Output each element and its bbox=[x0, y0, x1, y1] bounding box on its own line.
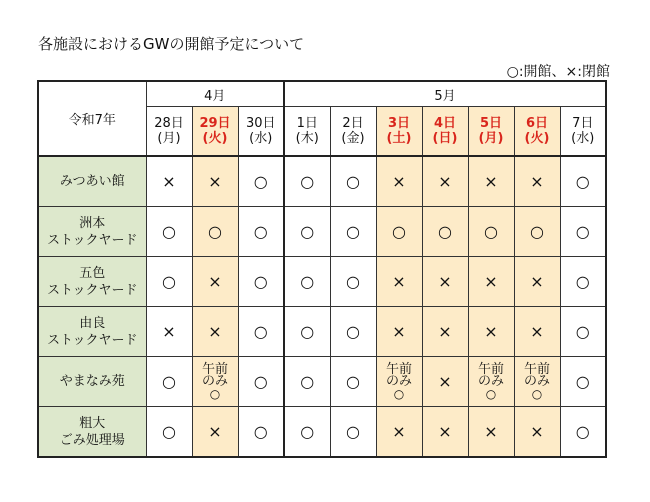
status-cell: ○ bbox=[284, 357, 330, 407]
day-header bbox=[514, 107, 560, 157]
status-cell: ○ bbox=[284, 207, 330, 257]
status-cell: ○ bbox=[284, 156, 330, 207]
status-cell: ○ bbox=[376, 207, 422, 257]
status-cell: ○ bbox=[146, 357, 192, 407]
status-cell: × bbox=[468, 156, 514, 207]
month-header-row bbox=[38, 81, 606, 107]
status-cell: ○ bbox=[560, 307, 606, 357]
status-cell: ○ bbox=[560, 257, 606, 307]
status-cell: ○ bbox=[422, 207, 468, 257]
status-cell: × bbox=[192, 257, 238, 307]
status-cell: ○ bbox=[238, 156, 284, 207]
status-cell: ○ bbox=[330, 357, 376, 407]
day-weekday: (月) bbox=[478, 131, 504, 146]
status-cell: × bbox=[514, 307, 560, 357]
facility-row bbox=[38, 207, 606, 257]
status-cell: ○ bbox=[514, 207, 560, 257]
status-cell: ○ bbox=[468, 207, 514, 257]
status-cell: ○ bbox=[238, 357, 284, 407]
day-header bbox=[284, 107, 330, 157]
schedule-table bbox=[37, 80, 607, 458]
status-cell: × bbox=[192, 307, 238, 357]
status-cell: × bbox=[514, 407, 560, 458]
day-header bbox=[422, 107, 468, 157]
status-cell: ○ bbox=[330, 207, 376, 257]
status-cell: × bbox=[146, 156, 192, 207]
status-cell: ○ bbox=[284, 257, 330, 307]
status-cell: 午前 のみ ○ bbox=[514, 357, 560, 407]
status-cell: × bbox=[422, 257, 468, 307]
day-header bbox=[330, 107, 376, 157]
day-weekday: (火) bbox=[202, 131, 228, 146]
status-cell: ○ bbox=[238, 307, 284, 357]
status-cell: ○ bbox=[192, 207, 238, 257]
status-cell: × bbox=[468, 407, 514, 458]
status-cell: ○ bbox=[146, 257, 192, 307]
status-cell: × bbox=[376, 407, 422, 458]
day-weekday: (金) bbox=[341, 131, 365, 146]
status-cell: × bbox=[422, 156, 468, 207]
month-header: 5月 bbox=[284, 81, 606, 107]
status-cell: ○ bbox=[146, 207, 192, 257]
status-cell: ○ bbox=[560, 207, 606, 257]
month-header: 4月 bbox=[146, 81, 284, 107]
page-title: 各施設におけるGWの開館予定について bbox=[38, 35, 305, 53]
day-date: 30日 bbox=[245, 116, 276, 131]
facility-row bbox=[38, 357, 606, 407]
day-weekday: (火) bbox=[524, 131, 550, 146]
facility-name: 五色 ストックヤード bbox=[38, 257, 146, 307]
status-cell: ○ bbox=[146, 407, 192, 458]
day-weekday: (日) bbox=[432, 131, 458, 146]
status-cell: 午前 のみ ○ bbox=[192, 357, 238, 407]
status-cell: × bbox=[422, 407, 468, 458]
day-header bbox=[376, 107, 422, 157]
status-cell: ○ bbox=[238, 257, 284, 307]
legend-text: ○:開館、×:閉館 bbox=[506, 64, 610, 80]
status-cell: × bbox=[514, 257, 560, 307]
facility-name: みつあい館 bbox=[38, 156, 146, 207]
day-date: 29日 bbox=[199, 116, 231, 131]
status-cell: × bbox=[514, 156, 560, 207]
day-date: 6日 bbox=[525, 116, 549, 131]
facility-row bbox=[38, 307, 606, 357]
status-cell: ○ bbox=[284, 307, 330, 357]
day-weekday: (土) bbox=[386, 131, 412, 146]
facility-name: 粗大 ごみ処理場 bbox=[38, 407, 146, 458]
status-cell: ○ bbox=[330, 156, 376, 207]
status-cell: ○ bbox=[330, 257, 376, 307]
day-weekday: (水) bbox=[571, 131, 595, 146]
day-date: 28日 bbox=[154, 116, 184, 131]
day-date: 4日 bbox=[433, 116, 457, 131]
status-cell: × bbox=[422, 307, 468, 357]
status-cell: ○ bbox=[330, 407, 376, 458]
status-cell: ○ bbox=[560, 357, 606, 407]
day-date: 3日 bbox=[387, 116, 411, 131]
facility-name: 洲本 ストックヤード bbox=[38, 207, 146, 257]
facility-row bbox=[38, 257, 606, 307]
facility-name: 由良 ストックヤード bbox=[38, 307, 146, 357]
status-cell: ○ bbox=[238, 407, 284, 458]
day-date: 1日 bbox=[296, 116, 318, 131]
day-header bbox=[146, 107, 192, 157]
status-cell: × bbox=[468, 257, 514, 307]
status-cell: × bbox=[468, 307, 514, 357]
facility-row bbox=[38, 407, 606, 458]
status-cell: ○ bbox=[330, 307, 376, 357]
status-cell: × bbox=[422, 357, 468, 407]
day-date: 5日 bbox=[479, 116, 503, 131]
status-cell: × bbox=[146, 307, 192, 357]
day-weekday: (月) bbox=[157, 131, 181, 146]
status-cell: ○ bbox=[560, 156, 606, 207]
day-header bbox=[560, 107, 606, 157]
day-header bbox=[238, 107, 284, 157]
day-header bbox=[468, 107, 514, 157]
day-weekday: (木) bbox=[295, 131, 319, 146]
day-date: 7日 bbox=[572, 116, 594, 131]
status-cell: 午前 のみ ○ bbox=[468, 357, 514, 407]
day-weekday: (水) bbox=[249, 131, 273, 146]
status-cell: ○ bbox=[284, 407, 330, 458]
status-cell: ○ bbox=[238, 207, 284, 257]
year-header: 令和7年 bbox=[38, 81, 146, 156]
status-cell: × bbox=[376, 257, 422, 307]
facility-row bbox=[38, 156, 606, 207]
status-cell: 午前 のみ ○ bbox=[376, 357, 422, 407]
status-cell: × bbox=[192, 407, 238, 458]
day-date: 2日 bbox=[342, 116, 364, 131]
day-header bbox=[192, 107, 238, 157]
status-cell: ○ bbox=[560, 407, 606, 458]
status-cell: × bbox=[376, 156, 422, 207]
facility-name: やまなみ苑 bbox=[38, 357, 146, 407]
status-cell: × bbox=[192, 156, 238, 207]
status-cell: × bbox=[376, 307, 422, 357]
